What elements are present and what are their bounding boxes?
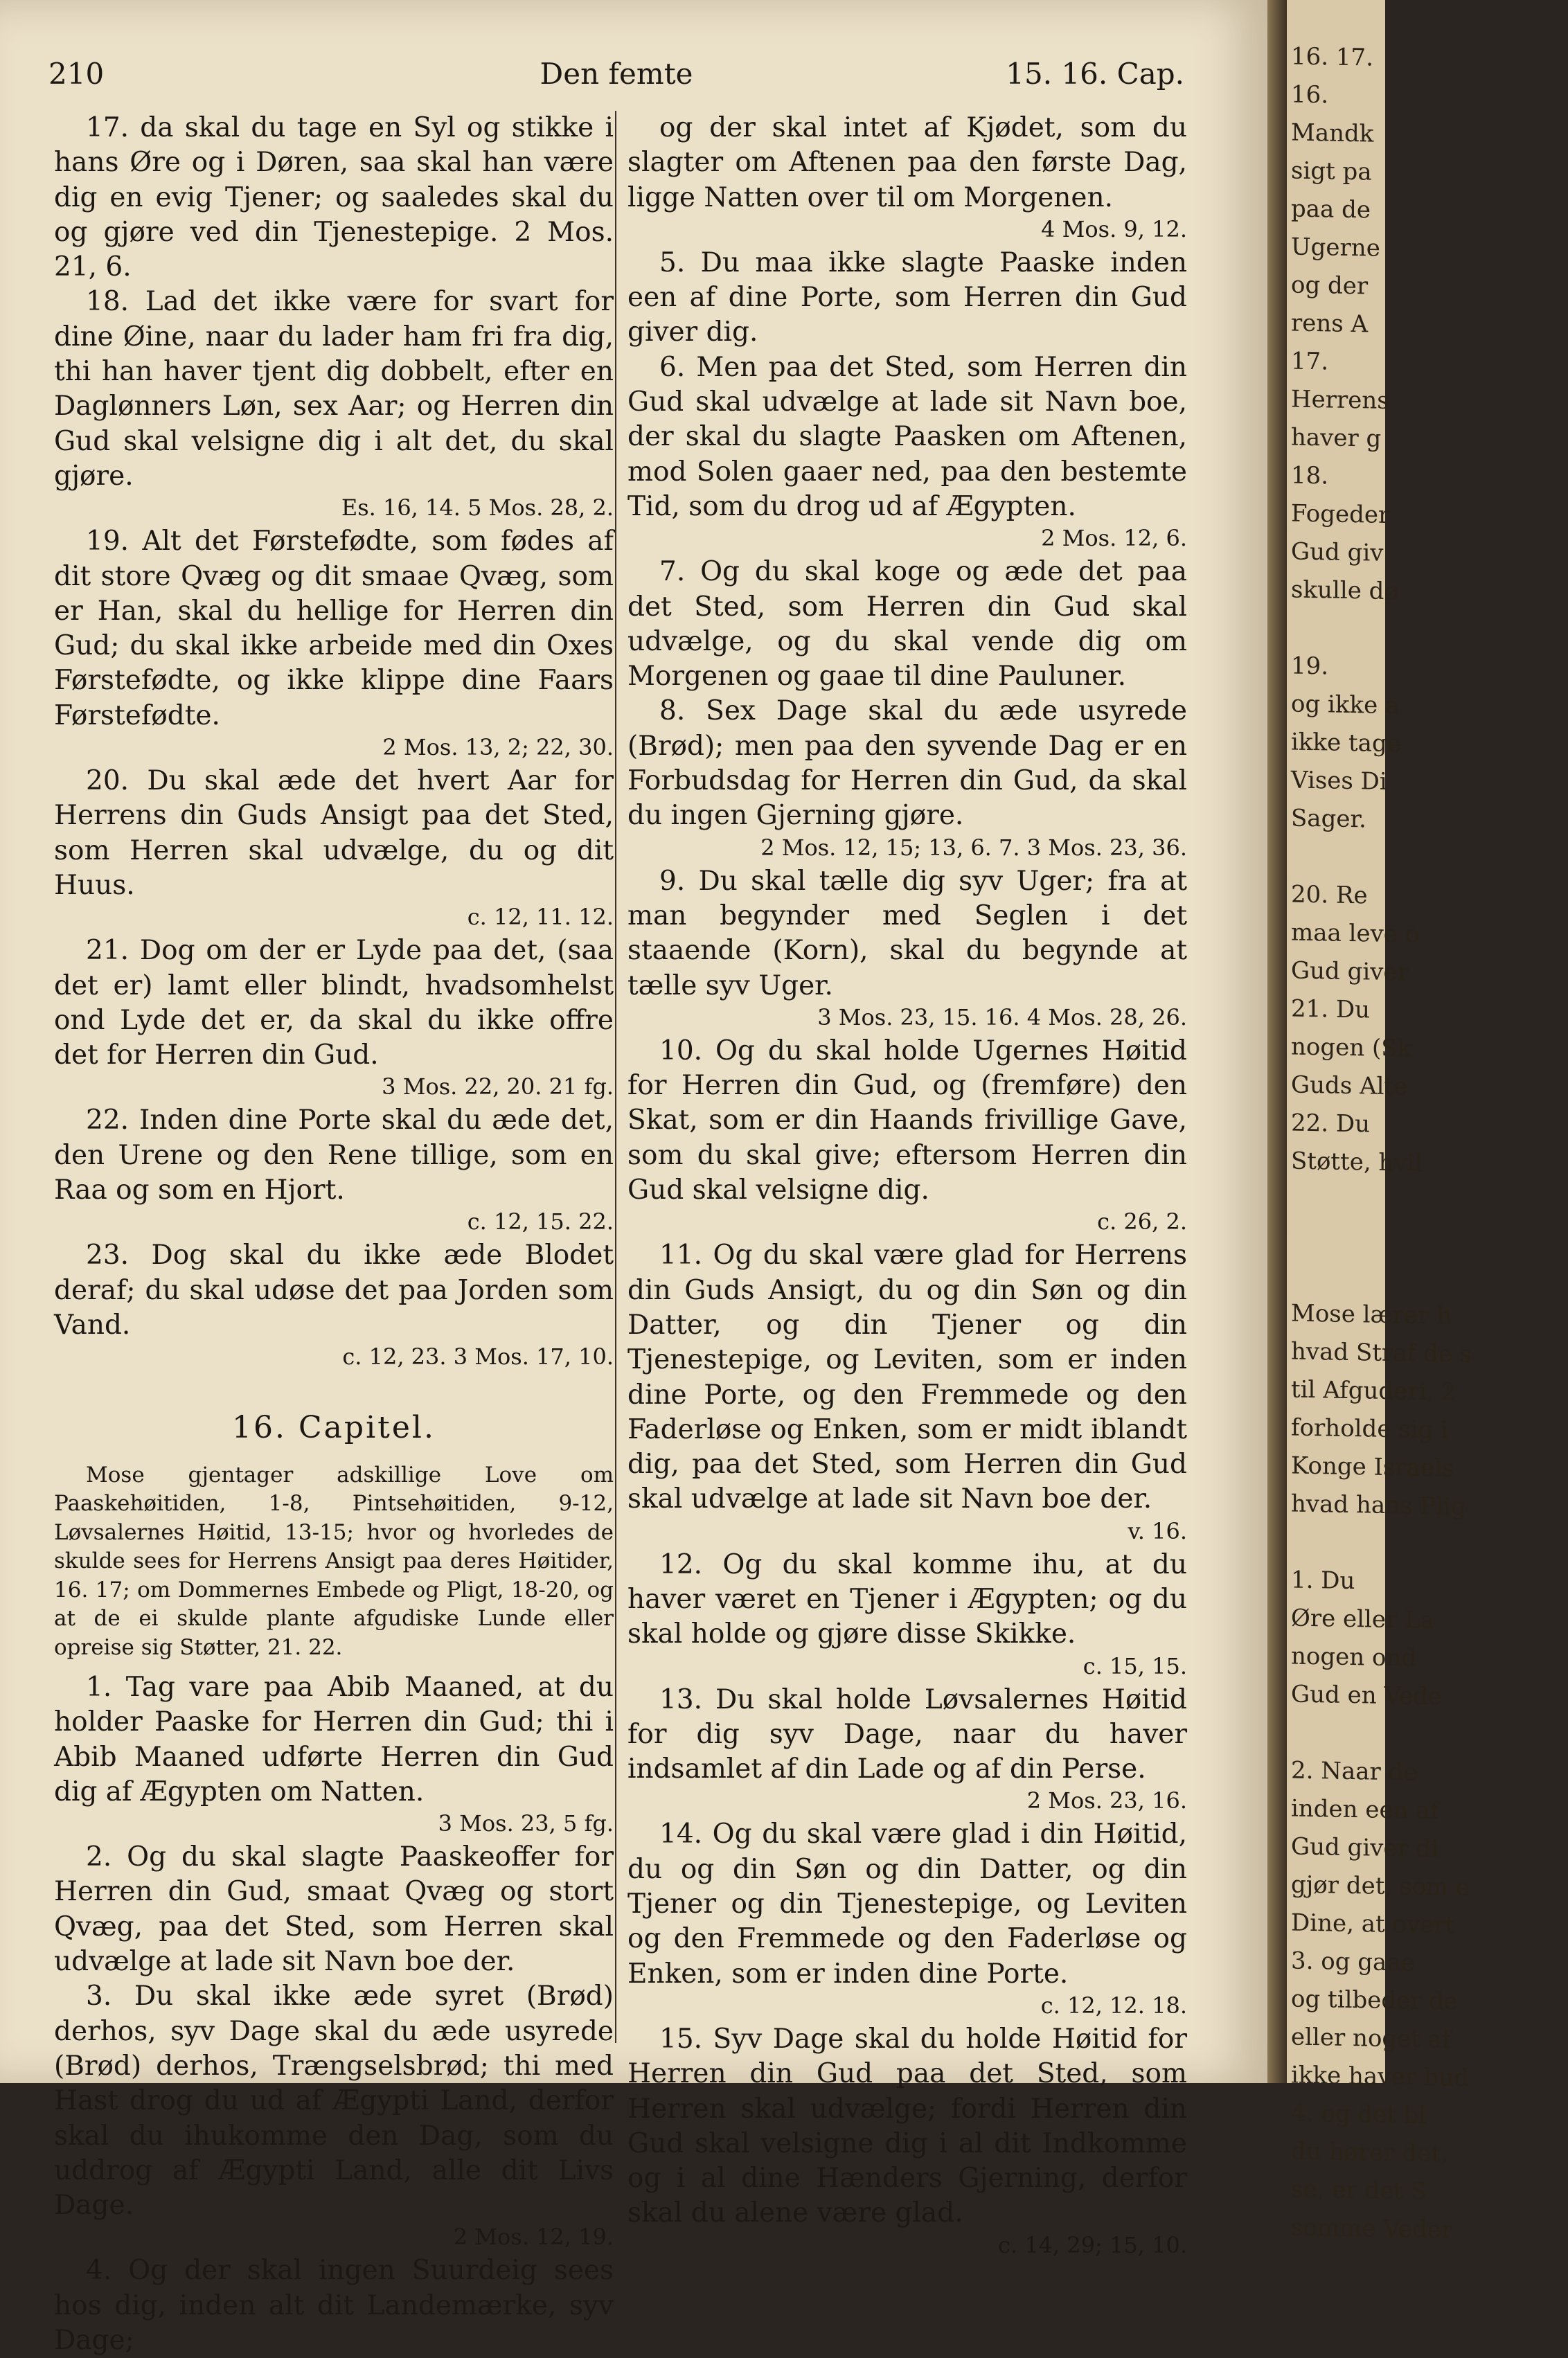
next-page-line: inden een af	[1291, 1794, 1439, 1825]
verse: 10. Og du skal holde Ugernes Høitid for Herren din Gud, og (fremføre) den Skat, som er din Haands frivillige Gave, som du skal give; eftersom Herren din Gud skal velsigne dig.	[627, 1035, 1187, 1206]
next-page-line	[1291, 609, 1568, 652]
next-page-line: Øre eller La	[1291, 1604, 1434, 1635]
next-page-line: hvad hans Plig	[1291, 1490, 1466, 1521]
next-page-line: til Afguderi, 2	[1291, 1375, 1456, 1406]
next-page-line: Sager.	[1291, 804, 1366, 834]
chapter-indicator: 15. 16. Cap.	[1006, 57, 1184, 91]
cross-reference: c. 26, 2.	[1097, 1208, 1187, 1235]
cross-reference: v. 16.	[1128, 1517, 1187, 1544]
next-page-line	[1291, 1181, 1568, 1224]
next-page-line: 17.	[1291, 347, 1329, 376]
next-page-line: skulle dø	[1291, 575, 1398, 606]
verse: 22. Inden dine Porte skal du æde det, den Urene og den Rene tillige, som en Raa og som en Hjort.	[54, 1105, 614, 1206]
verse: 14. Og du skal være glad i din Høitid, du og din Søn og din Datter, og din Tjener og din Tjenestepige, og Leviten og den Fremmede og den Faderløse og Enken, som er inden dine Porte.	[627, 1819, 1187, 1990]
next-page-line: maa leve o	[1291, 918, 1420, 949]
page-number: 210	[48, 57, 105, 91]
cross-reference: 2 Mos. 12, 15; 13, 6. 7. 3 Mos. 23, 36.	[760, 834, 1187, 861]
next-page-line: 20. Re	[1291, 880, 1368, 910]
next-page-line: Fogeder	[1291, 499, 1390, 529]
next-page-line: Dine, at overt	[1291, 1909, 1455, 1940]
verse: 9. Du skal tælle dig syv Uger; fra at man begynder med Seglen i det staaende (Korn), skal du begynde at tælle syv Uger.	[627, 865, 1187, 1001]
cross-reference: c. 12, 15. 22.	[467, 1208, 614, 1235]
verse: 18. Lad det ikke være for svart for dine Øine, naar du lader ham fri fra dig, thi han haver tjent dig dobbelt, efter en Daglønners Løn, sex Aar; og Herren din Gud skal velsigne dig i alt det, du skal gjøre.	[54, 286, 614, 492]
next-page-line: haver g	[1291, 423, 1382, 453]
next-page-line: gjør det, som e	[1291, 1870, 1470, 1902]
next-page-line	[1291, 1524, 1568, 1566]
next-page-text	[1291, 38, 1568, 2252]
next-page-line: Gud en Vede	[1291, 1680, 1442, 1711]
next-page-line: rens A	[1291, 309, 1369, 339]
next-page-line: 19.	[1291, 652, 1329, 681]
next-page-line: 21. Du	[1291, 994, 1371, 1024]
next-page-line: Støtte, hvil	[1291, 1147, 1423, 1177]
running-title: Den femte	[540, 57, 693, 91]
next-page-line: ikke tage	[1291, 728, 1401, 758]
cross-reference: c. 12, 12. 18.	[1040, 1992, 1187, 2019]
verse: 20. Du skal æde det hvert Aar for Herrens din Guds Ansigt paa det Sted, som Herren skal udvælge, du og dit Huus.	[54, 765, 614, 901]
next-page-line: og der	[1291, 271, 1369, 301]
verse: 19. Alt det Førstefødte, som fødes af dit store Qvæg og dit smaae Qvæg, som er Han, skal du hellige for Herren din Gud; du skal ikke arbeide med din Oxes Førstefødte, og ikke klippe dine Faars Førstefødte.	[54, 526, 614, 731]
cross-reference: Es. 16, 14. 5 Mos. 28, 2.	[341, 494, 614, 521]
next-page-line: Gud giv	[1291, 537, 1384, 567]
next-page-line	[1291, 1714, 1568, 1757]
verse: 2. Og du skal slagte Paaskeoffer for Herren din Gud, smaat Qvæg og stort Qvæg, paa det Sted, som Herren skal udvælge at lade sit Navn boe der.	[54, 1841, 614, 1978]
next-page-line: Gud giver di	[1291, 1832, 1439, 1864]
cross-reference: 2 Mos. 23, 16.	[1026, 1787, 1187, 1814]
next-page-line	[1291, 838, 1568, 881]
next-page-line: og ikke a	[1291, 690, 1400, 720]
next-page-line: ikke haver bud	[1291, 2061, 1469, 2092]
next-page-line: somme Veder	[1291, 2213, 1453, 2244]
verse: 8. Sex Dage skal du æde usyrede (Brød); men paa den syvende Dag er en Forbudsdag for Herren din Gud, da skal du ingen Gjerning gjøre.	[627, 695, 1187, 832]
next-page-line: nogen ond	[1291, 1642, 1417, 1672]
next-page-line: 22. Du	[1291, 1109, 1371, 1138]
next-page-line: 16.	[1291, 80, 1329, 109]
chapter-summary: Mose gjentager adskillige Love om Paaskehøitiden, 1-8, Pintsehøitiden, 9-12, Løvsalernes Høitid, 13-15; hvor og hvorledes de skulde sees for Herrens Ansigt paa deres Høitider, 16. 17; om Dommernes Embede og Pligt, 18-20, og at de ei skulde plante afgudiske Lunde eller opreise sig Støtter, 21. 22.	[54, 1462, 614, 1660]
verse: 6. Men paa det Sted, som Herren din Gud skal udvælge at lade sit Navn boe, der skal du slagte Paasken om Aftenen, mod Solen gaaer ned, paa den bestemte Tid, som du drog ud af Ægypten.	[627, 351, 1187, 522]
cross-reference: 2 Mos. 13, 2; 22, 30.	[382, 734, 614, 761]
next-page-line: Guds Alte	[1291, 1071, 1408, 1101]
verse: 15. Syv Dage skal du holde Høitid for Herren din Gud paa det Sted, som Herren skal udvælge; fordi Herren din Gud skal velsigne dig i al dit Indkomme og i al dine Hænders Gjerning, derfor skal du alene være glad.	[627, 2023, 1187, 2229]
cross-reference: c. 15, 15.	[1083, 1652, 1187, 1679]
next-page-line: 1. Du	[1291, 1566, 1355, 1596]
next-page-line: eller noget af	[1291, 2023, 1451, 2054]
next-page-line: 18.	[1291, 461, 1329, 490]
cross-reference: 3 Mos. 22, 20. 21 fg.	[382, 1073, 614, 1100]
cross-reference: c. 14, 29; 15, 10.	[998, 2231, 1187, 2258]
next-page-line: Gud giver	[1291, 956, 1409, 987]
next-page-line: 16. 17.	[1291, 42, 1373, 72]
next-page-fragment	[1287, 0, 1472, 2244]
next-page-line: sigt pa	[1291, 157, 1372, 186]
next-page-line: hvad Straf de s	[1291, 1337, 1472, 1369]
next-page-line: paa de	[1291, 195, 1371, 224]
right-column	[627, 111, 1187, 2262]
chapter-heading: 16. Capitel.	[232, 1410, 436, 1446]
verse: 1. Tag vare paa Abib Maaned, at du holder Paaske for Herren din Gud; thi i Abib Maaned udførte Herren din Gud dig af Ægypten om Natten.	[54, 1672, 614, 1807]
next-page-line	[1291, 1257, 1568, 1300]
next-page-line: Herrens	[1291, 385, 1389, 415]
verse: 4. Og der skal ingen Suurdeig sees hos dig, inden alt dit Landemærke, syv Dage;	[54, 2255, 614, 2357]
next-page-line	[1291, 1219, 1568, 1262]
page-gutter	[1267, 0, 1287, 2083]
next-page-line: nogen (Sk	[1291, 1033, 1412, 1063]
verse: 3. Du skal ikke æde syret (Brød) derhos, syv Dage skal du æde usyrede (Brød) derhos, Trængselsbrød; thi med Hast drog du ud af Ægypti Land, derfor skal du ihukomme den Dag, som du uddrog af Ægypti Land, alle dit Livs Dage.	[54, 1981, 614, 2222]
next-page-line: forholde sig i	[1291, 1413, 1449, 1445]
column-divider	[615, 111, 616, 2043]
verse: 23. Dog skal du ikke æde Blodet deraf; du skal udøse det paa Jorden som Vand.	[54, 1240, 614, 1341]
verse: 7. Og du skal koge og æde det paa det Sted, som Herren din Gud skal udvælge, og du skal vende dig om Morgenen og gaae til dine Pauluner.	[627, 556, 1187, 693]
next-page-line: du hører det,	[1291, 2137, 1448, 2168]
verse: og der skal intet af Kjødet, som du slagter om Aftenen paa den første Dag, ligge Natten over til om Morgenen.	[627, 112, 1187, 213]
verse: 17. da skal du tage en Syl og stikke i hans Øre og i Døren, saa skal han være dig en evig Tjener; og saaledes skal du og gjøre ved din Tjenestepige. 2 Mos. 21, 6.	[54, 112, 614, 283]
cross-reference: 3 Mos. 23, 5 fg.	[438, 1810, 614, 1837]
next-page-line: se, er det S	[1291, 2175, 1427, 2206]
cross-reference: 3 Mos. 23, 15. 16. 4 Mos. 28, 26.	[817, 1003, 1187, 1030]
next-page-line: Mose lærer h	[1291, 1299, 1452, 1330]
next-page-line: og tilbeder de	[1291, 1985, 1459, 2016]
cross-reference: 2 Mos. 12, 19.	[453, 2224, 614, 2251]
next-page-line: 2. Naar de	[1291, 1756, 1418, 1787]
cross-reference: 4 Mos. 9, 12.	[1041, 215, 1187, 242]
page-header	[48, 57, 1184, 98]
verse: 5. Du maa ikke slagte Paaske inden een af dine Porte, som Herren din Gud giver dig.	[627, 247, 1187, 348]
cross-reference: 2 Mos. 12, 6.	[1041, 525, 1187, 552]
next-page-line: Ugerne	[1291, 233, 1380, 262]
verse: 11. Og du skal være glad for Herrens din Guds Ansigt, du og din Søn og din Datter, og din Tjener og din Tjenestepige, og Leviten, som er inden dine Porte, og den Fremmede og den Faderløse og Enken, som er midt iblandt dig, paa det Sted, som Herren din Gud skal udvælge at lade sit Navn boe der.	[627, 1240, 1187, 1515]
cross-reference: c. 12, 11. 12.	[467, 904, 614, 931]
cross-reference: c. 12, 23. 3 Mos. 17, 10.	[342, 1343, 614, 1370]
next-page-line: Vises Di	[1291, 766, 1387, 796]
next-page-line: Mandk	[1291, 118, 1374, 148]
verse: 12. Og du skal komme ihu, at du haver været en Tjener i Ægypten; og du skal holde og gjøre disse Skikke.	[627, 1548, 1187, 1650]
verse: 13. Du skal holde Løvsalernes Høitid for dig syv Dage, naar du haver indsamlet af din Lade og af din Perse.	[627, 1683, 1187, 1785]
verse: 21. Dog om der er Lyde paa det, (saa det er) lamt eller blindt, hvadsomhelst ond Lyde det er, da skal du ikke offre det for Herren din Gud.	[54, 935, 614, 1071]
next-page-line: 4. og det bl	[1291, 2099, 1427, 2129]
next-page-line: Konge Israels	[1291, 1452, 1454, 1483]
next-page-line: 3. og gaae	[1291, 1947, 1415, 1977]
left-column	[54, 111, 614, 2358]
